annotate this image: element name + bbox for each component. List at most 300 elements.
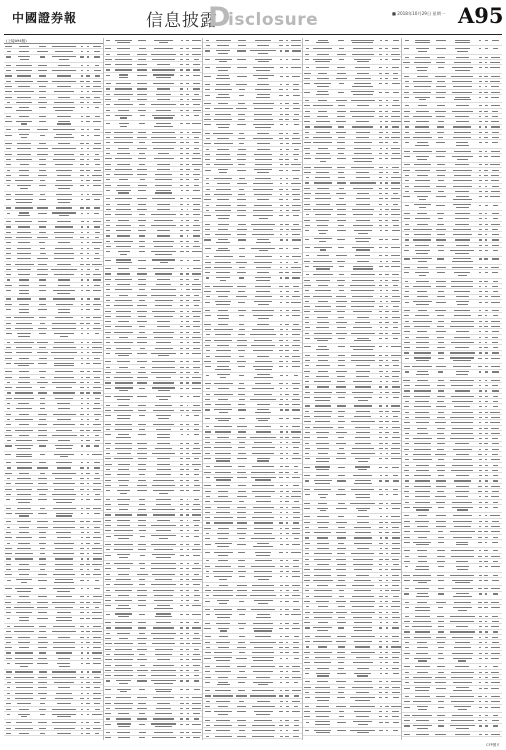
table-cell-text bbox=[451, 550, 474, 551]
table-cell-text bbox=[339, 48, 344, 49]
table-cell-text bbox=[186, 75, 189, 76]
table-cell-text bbox=[436, 286, 447, 287]
table-cell-text bbox=[319, 241, 326, 242]
table-cell-text bbox=[379, 214, 382, 215]
table-cell-text bbox=[106, 289, 110, 290]
table-cell-text bbox=[320, 161, 326, 162]
table-cell-text bbox=[95, 709, 100, 710]
table-cell-text bbox=[455, 191, 469, 192]
table-cell-text bbox=[354, 630, 372, 631]
table-cell-text bbox=[87, 269, 90, 270]
table-cell-text bbox=[253, 210, 273, 211]
table-cell-text bbox=[304, 569, 310, 570]
table-cell-text bbox=[385, 706, 389, 707]
table-cell-text bbox=[478, 537, 482, 538]
table-cell-text bbox=[237, 361, 246, 362]
table-cell-text bbox=[286, 229, 289, 230]
table-cell-text bbox=[119, 390, 127, 391]
table-cell-text bbox=[180, 230, 183, 231]
table-cell-text bbox=[115, 622, 132, 623]
table-cell-text bbox=[157, 99, 171, 100]
table-cell-text bbox=[485, 116, 488, 117]
table-cell-text bbox=[20, 59, 29, 60]
table-cell-text bbox=[151, 535, 176, 536]
table-cell-text bbox=[151, 670, 175, 671]
table-cell-text bbox=[116, 190, 132, 191]
table-cell-text bbox=[255, 277, 271, 278]
table-cell-text bbox=[95, 116, 100, 117]
table-cell-text bbox=[338, 355, 345, 356]
table-cell-text bbox=[158, 418, 169, 419]
table-cell-text bbox=[386, 627, 388, 628]
table-cell-text bbox=[453, 521, 472, 522]
table-row bbox=[402, 248, 502, 256]
table-cell-text bbox=[137, 88, 147, 89]
table-cell-text bbox=[155, 726, 172, 727]
table-cell-text bbox=[479, 616, 483, 617]
table-cell-text bbox=[58, 309, 70, 310]
table-cell-text bbox=[355, 494, 370, 495]
table-cell-text bbox=[292, 356, 300, 357]
table-cell-text bbox=[253, 183, 273, 184]
table-row bbox=[203, 122, 302, 130]
table-cell-text bbox=[292, 277, 300, 278]
table-cell-text bbox=[17, 602, 32, 603]
table-cell-text bbox=[305, 448, 310, 449]
table-cell-text bbox=[81, 180, 84, 181]
table-cell-text bbox=[139, 584, 145, 585]
table-cell-text bbox=[205, 590, 211, 591]
table-cell-text bbox=[415, 607, 430, 608]
table-cell-text bbox=[216, 67, 231, 68]
table-cell-text bbox=[87, 612, 89, 613]
table-cell-text bbox=[437, 175, 445, 176]
table-cell-text bbox=[485, 631, 488, 632]
table-cell-text bbox=[379, 100, 382, 101]
table-cell-text bbox=[405, 602, 409, 603]
table-cell-text bbox=[478, 366, 482, 367]
table-cell-text bbox=[385, 522, 388, 523]
table-cell-text bbox=[39, 279, 46, 280]
table-cell-text bbox=[304, 306, 310, 307]
table-cell-text bbox=[404, 470, 409, 471]
table-cell-text bbox=[280, 256, 282, 257]
table-cell-text bbox=[380, 78, 382, 79]
table-cell-text bbox=[57, 591, 70, 592]
table-cell-text bbox=[479, 575, 483, 576]
table-cell-text bbox=[186, 54, 189, 55]
table-cell-text bbox=[457, 304, 467, 305]
table-cell-text bbox=[180, 525, 183, 526]
table-cell-text bbox=[39, 285, 46, 286]
table-cell-text bbox=[138, 316, 146, 317]
table-cell-text bbox=[392, 657, 399, 658]
table-cell-text bbox=[6, 532, 12, 533]
table-cell-text bbox=[216, 50, 230, 51]
table-cell-text bbox=[292, 576, 301, 577]
table-cell-text bbox=[139, 654, 145, 655]
table-cell-text bbox=[154, 595, 173, 596]
table-cell-text bbox=[118, 504, 128, 505]
table-cell-text bbox=[215, 453, 231, 454]
table-cell-text bbox=[405, 321, 410, 322]
table-cell-text bbox=[358, 461, 368, 462]
table-cell-text bbox=[338, 627, 344, 628]
table-cell-text bbox=[204, 485, 211, 486]
table-cell-text bbox=[6, 290, 10, 291]
table-cell-text bbox=[293, 485, 299, 486]
table-cell-text bbox=[186, 509, 189, 510]
table-cell-text bbox=[286, 399, 288, 400]
table-cell-text bbox=[57, 75, 72, 76]
table-cell-text bbox=[116, 718, 130, 719]
table-cell-text bbox=[180, 555, 184, 556]
table-cell-text bbox=[6, 116, 11, 117]
table-cell-text bbox=[114, 458, 133, 459]
table-cell-text bbox=[58, 440, 70, 441]
table-cell-text bbox=[293, 447, 299, 448]
table-cell-text bbox=[280, 205, 283, 206]
table-cell-text bbox=[479, 433, 483, 434]
table-cell-text bbox=[280, 210, 282, 211]
table-cell-text bbox=[186, 110, 189, 111]
table-cell-text bbox=[186, 480, 189, 481]
table-cell-text bbox=[80, 580, 84, 581]
table-cell-text bbox=[95, 164, 100, 165]
table-cell-text bbox=[214, 119, 231, 120]
table-cell-text bbox=[116, 209, 131, 210]
table-cell-text bbox=[5, 285, 12, 286]
table-cell-text bbox=[336, 132, 346, 133]
table-cell-text bbox=[379, 67, 383, 68]
table-cell-text bbox=[485, 132, 489, 133]
table-cell-text bbox=[338, 421, 345, 422]
table-cell-text bbox=[106, 284, 110, 285]
table-cell-text bbox=[257, 543, 269, 544]
table-cell-text bbox=[416, 509, 429, 510]
table-cell-text bbox=[353, 327, 372, 328]
table-cell-text bbox=[305, 627, 310, 628]
table-cell-text bbox=[404, 121, 409, 122]
table-cell-text bbox=[237, 522, 247, 523]
table-cell-text bbox=[386, 177, 388, 178]
table-cell-text bbox=[186, 504, 189, 505]
table-cell-text bbox=[217, 75, 229, 76]
table-cell-text bbox=[485, 715, 489, 716]
table-cell-text bbox=[56, 617, 72, 618]
table-cell-text bbox=[94, 677, 100, 678]
table-cell-text bbox=[119, 683, 128, 684]
table-cell-text bbox=[339, 59, 344, 60]
table-cell-text bbox=[257, 324, 269, 325]
table-cell-text bbox=[39, 46, 46, 47]
table-cell-text bbox=[219, 585, 228, 586]
table-cell-text bbox=[479, 637, 481, 638]
table-cell-text bbox=[86, 602, 90, 603]
table-cell-text bbox=[280, 164, 283, 165]
table-cell-text bbox=[187, 260, 189, 261]
table-cell-text bbox=[479, 642, 482, 643]
table-cell-text bbox=[418, 51, 428, 52]
table-cell-text bbox=[239, 189, 244, 190]
table-cell-text bbox=[139, 332, 146, 333]
table-cell-text bbox=[280, 571, 283, 572]
table-cell-text bbox=[14, 607, 33, 608]
table-cell-text bbox=[453, 229, 471, 230]
table-cell-text bbox=[379, 54, 382, 55]
table-cell-text bbox=[492, 616, 498, 617]
table-cell-text bbox=[393, 722, 399, 723]
table-cell-text bbox=[356, 371, 370, 372]
table-cell-text bbox=[80, 154, 84, 155]
table-cell-text bbox=[285, 677, 289, 678]
table-cell-text bbox=[491, 626, 499, 627]
table-cell-text bbox=[313, 296, 332, 297]
table-cell-text bbox=[137, 137, 147, 138]
table-cell-text bbox=[19, 116, 28, 117]
table-cell-text bbox=[86, 733, 90, 734]
table-cell-text bbox=[217, 366, 229, 367]
table-cell-text bbox=[385, 280, 388, 281]
table-row bbox=[203, 49, 302, 57]
table-cell-text bbox=[187, 520, 189, 521]
table-cell-text bbox=[292, 334, 300, 335]
table-cell-text bbox=[137, 174, 148, 175]
table-cell-text bbox=[456, 207, 469, 208]
table-cell-text bbox=[293, 95, 300, 96]
table-cell-text bbox=[385, 590, 389, 591]
table-cell-text bbox=[115, 198, 133, 199]
table-cell-text bbox=[217, 45, 229, 46]
table-cell-text bbox=[393, 172, 399, 173]
table-cell-text bbox=[94, 143, 101, 144]
table-cell-text bbox=[316, 67, 329, 68]
table-cell-text bbox=[351, 553, 374, 554]
table-cell-text bbox=[254, 720, 273, 721]
table-cell-text bbox=[280, 229, 283, 230]
table-cell-text bbox=[392, 290, 399, 291]
table-cell-text bbox=[237, 533, 246, 534]
table-cell-text bbox=[293, 590, 299, 591]
table-cell-text bbox=[392, 601, 400, 602]
table-cell-text bbox=[193, 300, 200, 301]
table-cell-text bbox=[180, 509, 183, 510]
table-cell-text bbox=[314, 311, 331, 312]
table-row bbox=[203, 542, 302, 550]
table-cell-text bbox=[40, 248, 45, 249]
table-row bbox=[104, 121, 203, 129]
table-cell-text bbox=[106, 148, 110, 149]
table-cell-text bbox=[380, 126, 382, 127]
table-cell-text bbox=[237, 647, 247, 648]
table-cell-text bbox=[392, 59, 400, 60]
table-cell-text bbox=[81, 631, 84, 632]
table-row bbox=[303, 720, 402, 728]
table-row bbox=[4, 288, 103, 296]
table-cell-text bbox=[257, 45, 269, 46]
table-cell-text bbox=[186, 83, 188, 84]
table-row bbox=[303, 492, 402, 500]
table-cell-text bbox=[93, 521, 102, 522]
table-cell-text bbox=[236, 658, 247, 659]
table-cell-text bbox=[484, 602, 488, 603]
table-cell-text bbox=[479, 142, 482, 143]
table-cell-text bbox=[218, 714, 228, 715]
table-cell-text bbox=[351, 421, 375, 422]
table-cell-text bbox=[417, 593, 428, 594]
table-cell-text bbox=[114, 544, 134, 545]
table-cell-text bbox=[139, 326, 145, 327]
table-cell-text bbox=[317, 522, 329, 523]
table-cell-text bbox=[55, 226, 74, 227]
table-cell-text bbox=[379, 322, 382, 323]
table-cell-text bbox=[37, 274, 47, 275]
table-cell-text bbox=[205, 194, 210, 195]
table-cell-text bbox=[205, 59, 211, 60]
table-cell-text bbox=[491, 682, 500, 683]
table-cell-text bbox=[379, 432, 382, 433]
table-cell-text bbox=[380, 296, 383, 297]
table-cell-text bbox=[38, 102, 47, 103]
table-cell-text bbox=[304, 92, 310, 93]
table-cell-text bbox=[280, 671, 283, 672]
table-cell-text bbox=[105, 372, 111, 373]
table-cell-text bbox=[138, 448, 147, 449]
table-cell-text bbox=[454, 706, 471, 707]
table-cell-text bbox=[39, 75, 46, 76]
table-cell-text bbox=[218, 324, 228, 325]
table-cell-text bbox=[417, 142, 428, 143]
table-cell-text bbox=[479, 205, 481, 206]
table-cell-text bbox=[205, 329, 211, 330]
table-cell-text bbox=[491, 180, 499, 181]
table-cell-text bbox=[56, 513, 73, 514]
table-cell-text bbox=[416, 566, 428, 567]
table-cell-text bbox=[286, 215, 289, 216]
table-cell-text bbox=[293, 652, 299, 653]
table-cell-text bbox=[392, 548, 401, 549]
table-cell-text bbox=[115, 387, 133, 388]
table-cell-text bbox=[391, 646, 401, 647]
table-cell-text bbox=[53, 508, 76, 509]
table-cell-text bbox=[186, 469, 189, 470]
table-cell-text bbox=[379, 405, 382, 406]
table-cell-text bbox=[115, 665, 132, 666]
table-cell-text bbox=[392, 508, 400, 509]
table-cell-text bbox=[39, 242, 45, 243]
table-cell-text bbox=[192, 732, 201, 733]
table-cell-text bbox=[484, 111, 488, 112]
table-cell-text bbox=[206, 571, 209, 572]
table-cell-text bbox=[87, 553, 89, 554]
table-cell-text bbox=[280, 677, 282, 678]
table-cell-text bbox=[92, 631, 102, 632]
table-cell-text bbox=[239, 256, 245, 257]
table-cell-text bbox=[393, 100, 399, 101]
table-cell-text bbox=[379, 532, 383, 533]
table-cell-text bbox=[186, 579, 190, 580]
table-cell-text bbox=[94, 687, 100, 688]
table-cell-text bbox=[86, 703, 90, 704]
table-cell-text bbox=[417, 550, 427, 551]
table-cell-text bbox=[55, 445, 74, 446]
table-cell-text bbox=[39, 494, 46, 495]
table-cell-text bbox=[337, 148, 345, 149]
table-cell-text bbox=[286, 442, 288, 443]
table-cell-text bbox=[336, 612, 347, 613]
table-cell-text bbox=[205, 437, 210, 438]
table-cell-text bbox=[380, 652, 382, 653]
table-cell-text bbox=[415, 502, 430, 503]
table-cell-text bbox=[286, 507, 288, 508]
table-cell-text bbox=[237, 736, 246, 737]
table-cell-text bbox=[237, 706, 246, 707]
table-cell-text bbox=[219, 603, 228, 604]
table-cell-text bbox=[305, 365, 309, 366]
table-cell-text bbox=[492, 580, 499, 581]
table-cell-text bbox=[493, 250, 498, 251]
table-cell-text bbox=[479, 81, 483, 82]
table-cell-text bbox=[138, 284, 146, 285]
table-cell-text bbox=[117, 164, 130, 165]
table-cell-text bbox=[393, 596, 399, 597]
table-cell-text bbox=[315, 466, 330, 467]
table-cell-text bbox=[80, 612, 84, 613]
table-cell-text bbox=[6, 164, 12, 165]
table-cell-text bbox=[155, 448, 172, 449]
table-cell-text bbox=[15, 698, 33, 699]
table-cell-text bbox=[356, 249, 370, 250]
table-cell-text bbox=[105, 675, 112, 676]
table-cell-text bbox=[138, 220, 146, 221]
table-cell-text bbox=[81, 342, 83, 343]
table-cell-text bbox=[238, 466, 244, 467]
table-cell-text bbox=[393, 622, 398, 623]
table-cell-text bbox=[392, 311, 399, 312]
table-cell-text bbox=[380, 636, 382, 637]
table-cell-text bbox=[492, 352, 500, 353]
table-cell-text bbox=[137, 595, 146, 596]
table-cell-text bbox=[239, 383, 244, 384]
table-cell-text bbox=[354, 590, 371, 591]
table-cell-text bbox=[414, 475, 431, 476]
table-row bbox=[203, 599, 302, 607]
table-cell-text bbox=[255, 426, 271, 427]
table-cell-text bbox=[452, 465, 472, 466]
table-cell-text bbox=[314, 489, 331, 490]
table-cell-text bbox=[306, 274, 310, 275]
table-cell-text bbox=[357, 317, 369, 318]
table-cell-text bbox=[493, 575, 498, 576]
table-cell-text bbox=[93, 148, 101, 149]
table-cell-text bbox=[254, 205, 272, 206]
table-cell-text bbox=[306, 585, 309, 586]
table-cell-text bbox=[216, 78, 230, 79]
table-row bbox=[203, 680, 302, 688]
table-cell-text bbox=[216, 272, 230, 273]
table-cell-text bbox=[479, 561, 482, 562]
table-cell-text bbox=[304, 652, 310, 653]
table-cell-text bbox=[155, 579, 171, 580]
table-cell-text bbox=[353, 225, 373, 226]
table-cell-text bbox=[280, 154, 283, 155]
table-cell-text bbox=[237, 50, 246, 51]
table-cell-text bbox=[279, 350, 283, 351]
table-cell-text bbox=[7, 419, 11, 420]
table-cell-text bbox=[15, 199, 33, 200]
table-cell-text bbox=[356, 172, 369, 173]
table-cell-text bbox=[492, 286, 498, 287]
